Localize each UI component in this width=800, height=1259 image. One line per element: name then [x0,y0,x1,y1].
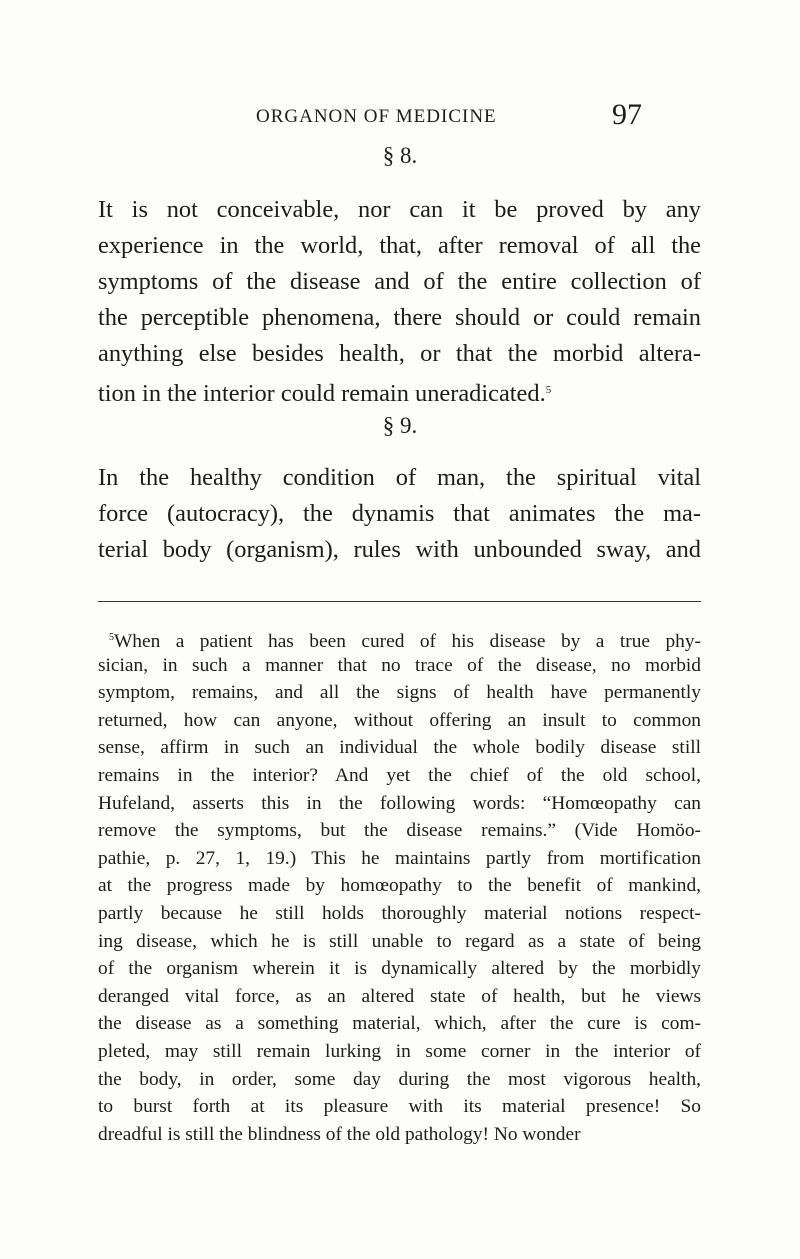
section-9-paragraph [98,460,701,568]
footnote-line: pathie, p. 27, 1, 19.) This he maintains partly from mortification [98,847,701,869]
section-9-heading: § 9. [382,413,418,438]
footnote-line: remains in the interior? And yet the chief of the old school, [98,764,701,786]
paragraph-line: the perceptible phenomena, there should or could remain [98,304,701,331]
paragraph-line: symptoms of the disease and of the entire collection of [98,268,701,295]
page-number: 97 [612,98,642,131]
running-title: ORGANON OF MEDICINE [256,106,497,127]
footnote-line: deranged vital force, as an altered state of health, but he views [98,985,701,1007]
paragraph-line: In the healthy condition of man, the spiritual vital [98,464,701,491]
footnote-line: symptom, remains, and all the signs of health have permanently [98,682,701,704]
paragraph-line-text: tion in the interior could remain uneradicated. [98,380,546,407]
running-head [212,98,652,138]
paragraph-line: force (autocracy), the dynamis that animates the ma- [98,500,701,527]
footnote-line: returned, how can anyone, without offering an insult to common [98,709,701,731]
footnote-line: the disease as a something material, which, after the cure is com- [98,1013,701,1035]
footnote-marker: 5 [109,632,114,643]
paragraph-line: terial body (organism), rules with unbounded sway, and [98,536,701,563]
footnote-divider [98,601,701,602]
paragraph-line: It is not conceivable, nor can it be proved by any [98,196,701,223]
footnote-line-first [98,624,701,652]
paragraph-line: experience in the world, that, after removal of all the [98,232,701,259]
footnote-line-text: When a patient has been cured of his disease by a true phy- [114,631,701,652]
section-8-heading: § 8. [382,143,418,168]
footnote-line: partly because he still holds thoroughly material notions respect- [98,902,701,924]
footnote-line: the body, in order, some day during the most vigorous health, [98,1068,701,1090]
section-8-paragraph [98,192,701,408]
footnote-line: ing disease, which he is still unable to regard as a state of being [98,930,701,952]
footnote-line: sense, affirm in such an individual the whole bodily disease still [98,737,701,759]
footnote-line: remove the symptoms, but the disease remains.” (Vide Homöo- [98,820,701,842]
footnote-reference[interactable]: 5 [545,384,552,396]
footnote-line: of the organism wherein it is dynamically altered by the morbidly [98,958,701,980]
footnote-line: at the progress made by homœopathy to the benefit of mankind, [98,875,701,897]
footnote [98,624,701,1148]
footnote-line: Hufeland, asserts this in the following words: “Homœopathy can [98,792,701,814]
footnote-line: dreadful is still the blindness of the old pathology! No wonder [98,1123,581,1145]
paragraph-line-last [98,372,701,408]
footnote-line: pleted, may still remain lurking in some corner in the interior of [98,1040,701,1062]
paragraph-line: anything else besides health, or that the morbid altera- [98,340,701,367]
footnote-line: sician, in such a manner that no trace of the disease, no morbid [98,654,701,676]
footnote-line: to burst forth at its pleasure with its material presence! So [98,1096,701,1118]
